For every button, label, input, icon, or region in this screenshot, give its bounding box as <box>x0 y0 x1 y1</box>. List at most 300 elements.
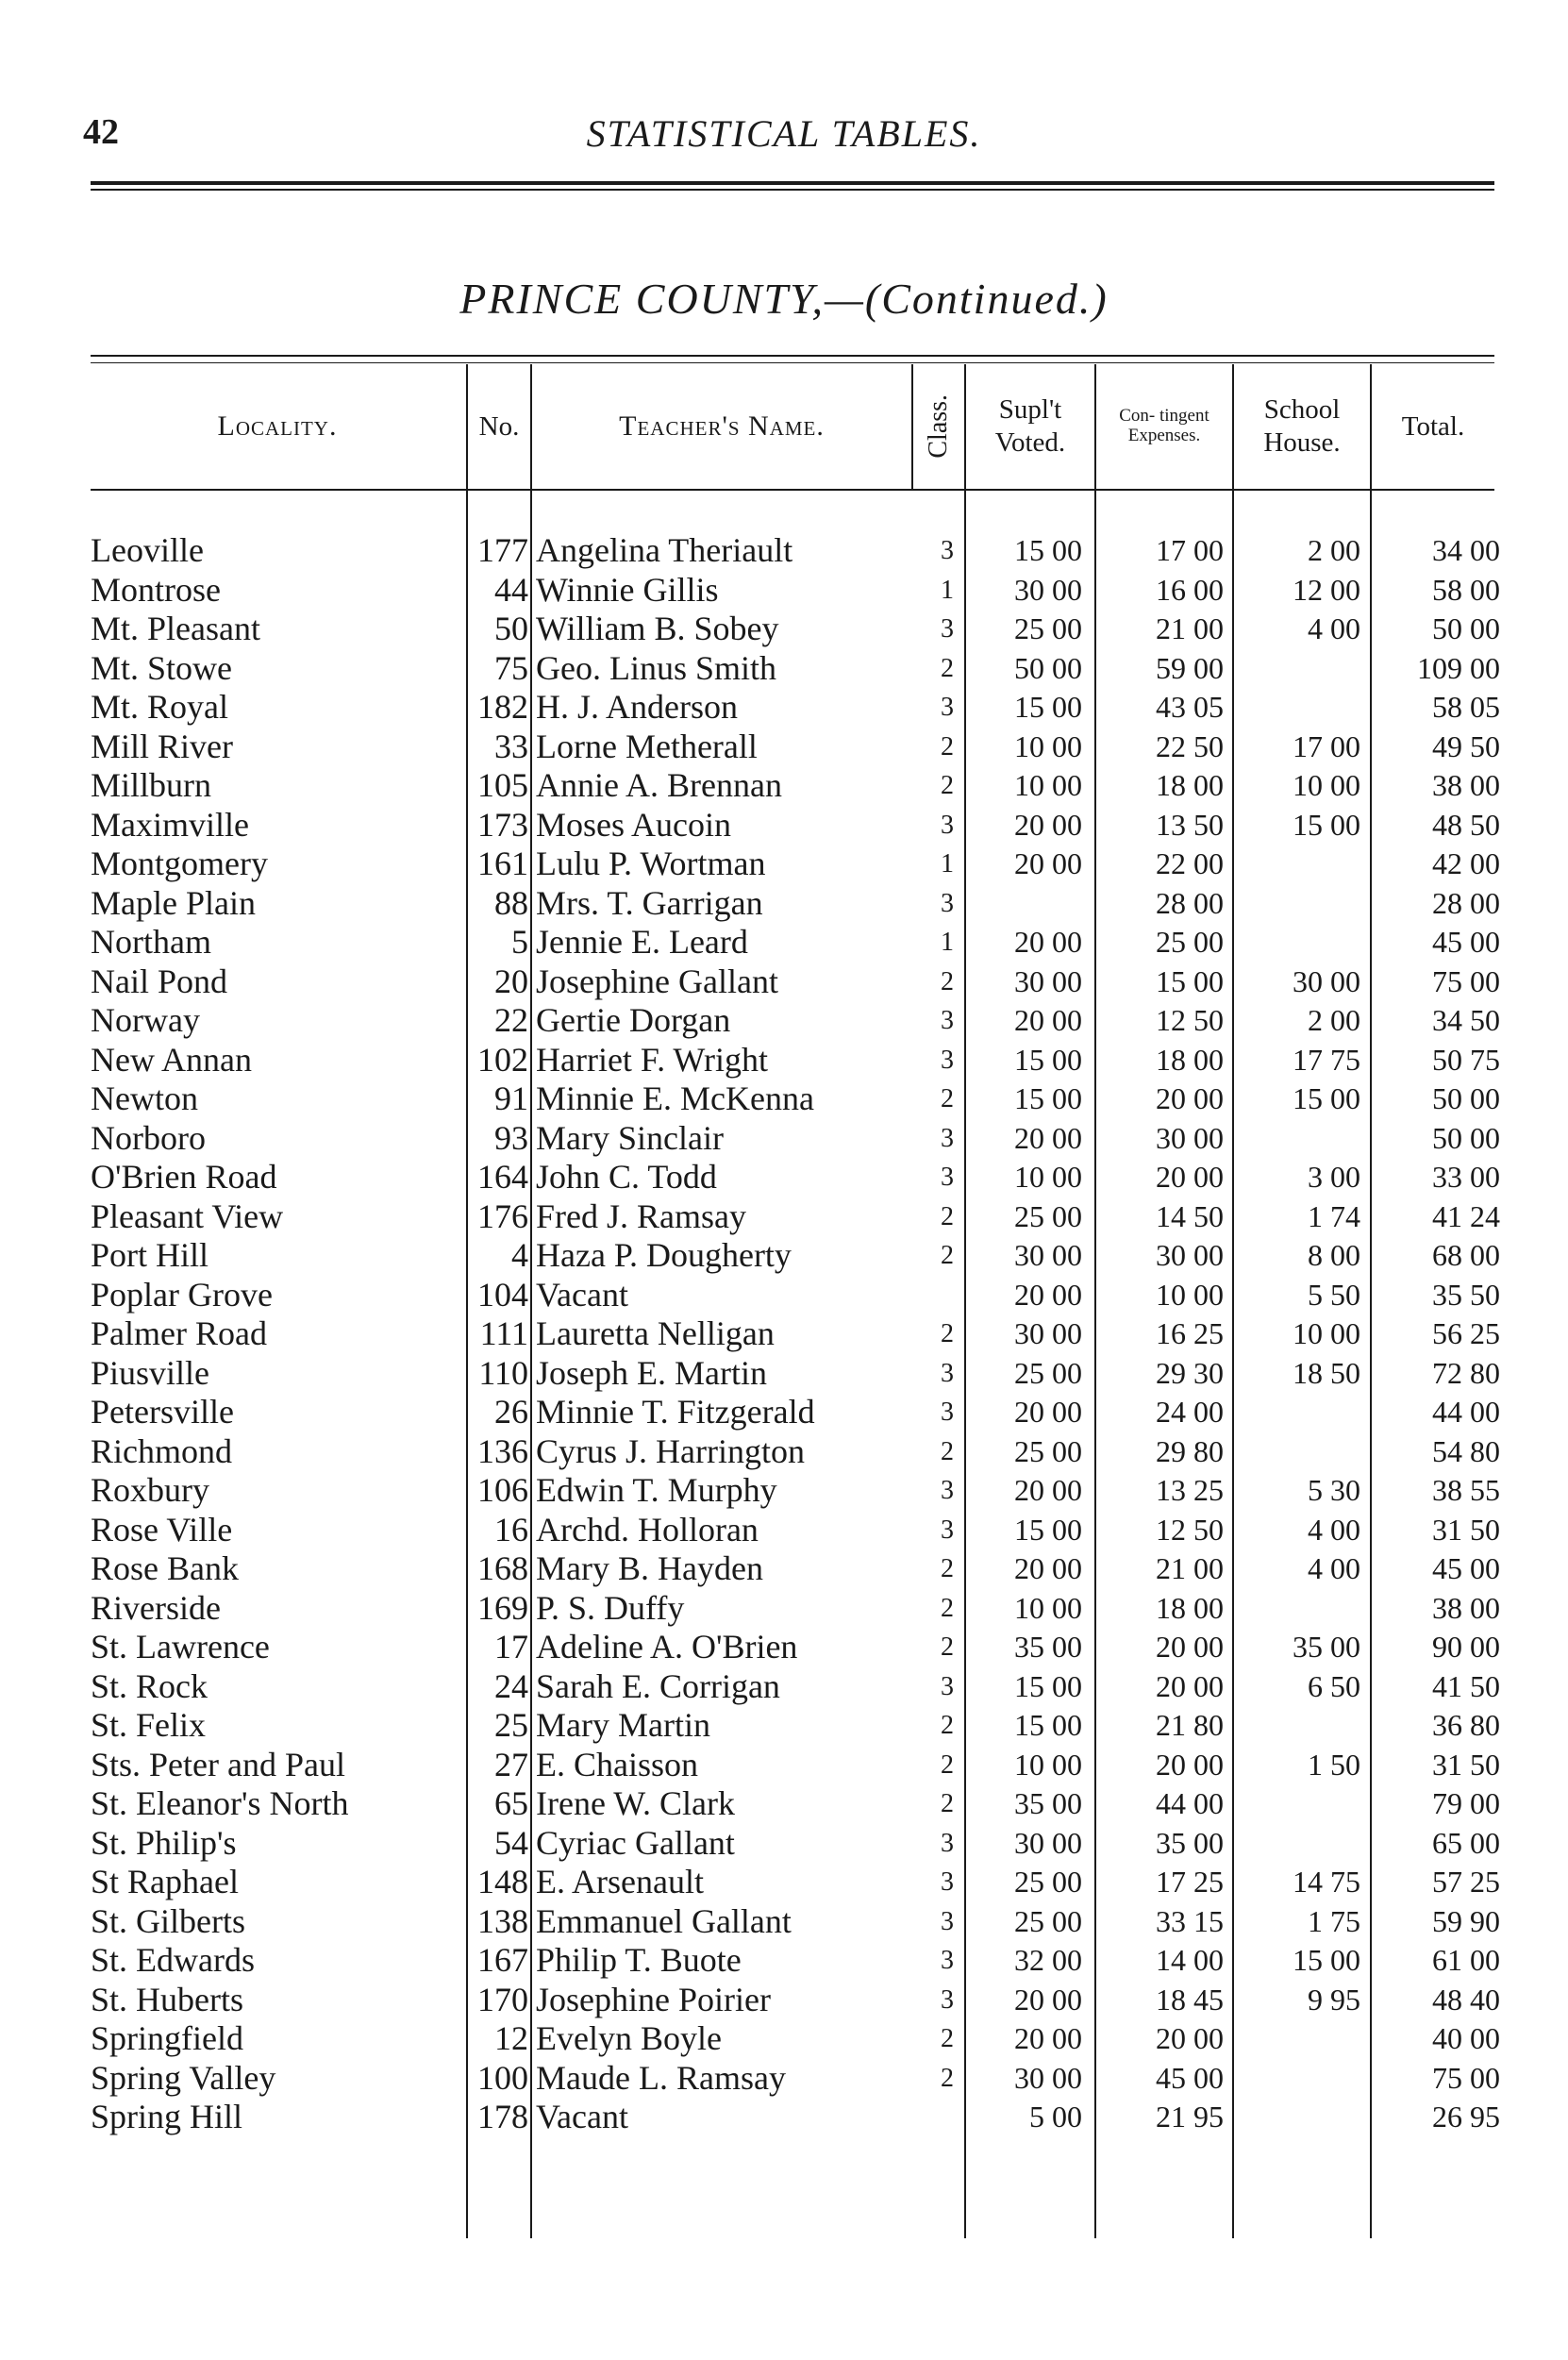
contingent-expenses-cell: 24 00 <box>1156 1395 1224 1429</box>
school-no-cell: 44 <box>494 570 528 609</box>
contingent-expenses-cell: 20 00 <box>1156 2021 1224 2055</box>
suplt-voted-cell: 10 00 <box>1014 1160 1082 1194</box>
locality-cell: Millburn <box>91 766 212 804</box>
header-suplt: Supl't Voted. <box>994 394 1066 458</box>
suplt-voted-cell: 35 00 <box>1014 1630 1082 1664</box>
contingent-expenses-cell: 20 00 <box>1156 1630 1224 1664</box>
total-cell: 109 00 <box>1417 650 1500 685</box>
locality-cell: St. Lawrence <box>91 1628 270 1665</box>
contingent-expenses-cell: 29 30 <box>1156 1355 1224 1390</box>
suplt-voted-cell: 25 00 <box>1014 611 1082 645</box>
locality-cell: St. Gilberts <box>91 1901 246 1940</box>
contingent-expenses-cell: 10 00 <box>1156 1277 1224 1312</box>
contingent-expenses-cell: 22 50 <box>1156 728 1224 763</box>
total-cell: 49 50 <box>1432 728 1500 763</box>
suplt-voted-cell: 32 00 <box>1014 1943 1082 1977</box>
suplt-voted-cell: 15 00 <box>1014 1708 1082 1742</box>
school-no-cell: 24 <box>494 1666 528 1705</box>
table-row <box>0 1981 1568 2020</box>
school-no-cell: 100 <box>477 2058 528 2097</box>
teacher-name-cell: Minnie T. Fitzgerald <box>536 1393 815 1431</box>
school-house-cell: 1 75 <box>1308 1903 1360 1938</box>
teacher-name-cell: Jennie E. Leard <box>536 923 748 961</box>
total-cell: 42 00 <box>1432 846 1500 880</box>
table-row <box>0 1041 1568 1080</box>
table-row <box>0 688 1568 728</box>
table-row <box>0 962 1568 1002</box>
class-cell: 3 <box>941 1045 954 1075</box>
header-class-cell <box>913 364 964 489</box>
total-cell: 34 50 <box>1432 1003 1500 1037</box>
school-no-cell: 161 <box>477 845 528 882</box>
total-cell: 61 00 <box>1432 1943 1500 1977</box>
locality-cell: Rose Bank <box>91 1549 239 1587</box>
total-cell: 33 00 <box>1432 1160 1500 1194</box>
locality-cell: Northam <box>91 923 211 961</box>
locality-cell: Petersville <box>91 1393 234 1431</box>
teacher-name-cell: Cyriac Gallant <box>536 1823 735 1862</box>
school-no-cell: 54 <box>494 1823 528 1862</box>
table-row <box>0 1432 1568 1472</box>
teacher-name-cell: Vacant <box>536 1275 628 1314</box>
teacher-name-cell: Fred J. Ramsay <box>536 1197 746 1235</box>
total-cell: 58 00 <box>1432 572 1500 607</box>
locality-cell: Mt. Pleasant <box>91 610 260 647</box>
teacher-name-cell: Philip T. Buote <box>536 1941 742 1979</box>
class-cell: 2 <box>941 2024 954 2053</box>
table-row <box>0 1824 1568 1864</box>
school-no-cell: 17 <box>494 1628 528 1665</box>
class-cell: 2 <box>941 1201 954 1231</box>
class-cell: 3 <box>941 693 954 722</box>
total-cell: 31 50 <box>1432 1512 1500 1547</box>
school-no-cell: 26 <box>494 1393 528 1431</box>
section-title: PRINCE COUNTY,—(Continued.) <box>459 275 1109 323</box>
locality-cell: Piusville <box>91 1353 210 1392</box>
class-cell: 2 <box>941 1789 954 1818</box>
class-cell: 2 <box>941 1084 954 1113</box>
total-cell: 50 00 <box>1432 1120 1500 1155</box>
school-house-cell: 4 00 <box>1308 611 1360 645</box>
school-house-cell: 5 30 <box>1308 1473 1360 1507</box>
table-row <box>0 1080 1568 1119</box>
school-house-cell: 6 50 <box>1308 1668 1360 1703</box>
table-row <box>0 1158 1568 1197</box>
suplt-voted-cell: 20 00 <box>1014 925 1082 959</box>
school-house-cell: 14 75 <box>1293 1865 1360 1899</box>
suplt-voted-cell: 20 00 <box>1014 2021 1082 2055</box>
total-cell: 40 00 <box>1432 2021 1500 2055</box>
teacher-name-cell: Haza P. Dougherty <box>536 1236 792 1274</box>
locality-cell: Port Hill <box>91 1236 209 1274</box>
total-cell: 50 75 <box>1432 1042 1500 1077</box>
suplt-voted-cell: 20 00 <box>1014 1982 1082 2017</box>
school-no-cell: 5 <box>511 923 528 961</box>
locality-cell: St. Rock <box>91 1666 209 1705</box>
locality-cell: St. Felix <box>91 1706 207 1744</box>
school-no-cell: 176 <box>477 1197 528 1235</box>
header-total: Total. <box>1401 410 1465 442</box>
header-locality: Locality. <box>217 410 338 442</box>
table-row <box>0 1784 1568 1824</box>
class-cell: 3 <box>941 1163 954 1192</box>
suplt-voted-cell: 10 00 <box>1014 1590 1082 1625</box>
table-row <box>0 1511 1568 1550</box>
teacher-name-cell: Mary Sinclair <box>536 1118 724 1157</box>
contingent-expenses-cell: 35 00 <box>1156 1825 1224 1860</box>
header-contingent: Con- tingent Expenses. <box>1119 406 1209 445</box>
school-house-cell: 17 75 <box>1293 1042 1360 1077</box>
locality-cell: Richmond <box>91 1431 232 1470</box>
class-cell: 2 <box>941 731 954 762</box>
school-house-cell: 10 00 <box>1293 1316 1360 1350</box>
school-no-cell: 75 <box>494 648 528 687</box>
table-header-bottom-rule <box>91 489 1494 491</box>
total-cell: 75 00 <box>1432 2060 1500 2095</box>
table-row <box>0 1549 1568 1589</box>
teacher-name-cell: Annie A. Brennan <box>536 766 782 804</box>
header-no: No. <box>478 410 520 442</box>
locality-cell: St Raphael <box>91 1863 239 1900</box>
contingent-expenses-cell: 59 00 <box>1156 650 1224 685</box>
table-row <box>0 766 1568 806</box>
class-cell: 3 <box>941 614 954 644</box>
suplt-voted-cell: 30 00 <box>1014 963 1082 998</box>
table-row <box>0 1276 1568 1315</box>
locality-cell: Spring Hill <box>91 2098 243 2135</box>
school-house-cell: 35 00 <box>1293 1630 1360 1664</box>
locality-cell: Mill River <box>91 727 233 765</box>
school-no-cell: 164 <box>477 1158 528 1196</box>
suplt-voted-cell: 20 00 <box>1014 1120 1082 1155</box>
class-cell: 2 <box>941 653 954 683</box>
locality-cell: Montgomery <box>91 845 268 882</box>
school-no-cell: 33 <box>494 727 528 765</box>
school-no-cell: 136 <box>477 1431 528 1470</box>
table-body <box>0 531 1568 2137</box>
teacher-name-cell: Cyrus J. Harrington <box>536 1431 805 1470</box>
locality-cell: Sts. Peter and Paul <box>91 1745 345 1783</box>
total-cell: 50 00 <box>1432 611 1500 645</box>
header-rule-thin <box>91 189 1494 191</box>
total-cell: 31 50 <box>1432 1747 1500 1782</box>
teacher-name-cell: Josephine Poirier <box>536 1980 771 2018</box>
contingent-expenses-cell: 21 80 <box>1156 1708 1224 1742</box>
school-no-cell: 22 <box>494 1001 528 1039</box>
class-cell: 3 <box>941 1906 954 1936</box>
class-cell: 2 <box>941 771 954 800</box>
contingent-expenses-cell: 21 00 <box>1156 611 1224 645</box>
contingent-expenses-cell: 20 00 <box>1156 1081 1224 1115</box>
school-house-cell: 4 00 <box>1308 1512 1360 1547</box>
school-no-cell: 93 <box>494 1118 528 1157</box>
class-cell: 3 <box>941 888 954 918</box>
table-row <box>0 1706 1568 1746</box>
total-cell: 38 00 <box>1432 768 1500 802</box>
teacher-name-cell: Angelina Theriault <box>536 531 793 569</box>
school-no-cell: 104 <box>477 1275 528 1314</box>
table-row <box>0 1746 1568 1785</box>
locality-cell: Maple Plain <box>91 883 256 922</box>
contingent-expenses-cell: 28 00 <box>1156 885 1224 920</box>
teacher-name-cell: Lauretta Nelligan <box>536 1314 775 1352</box>
class-cell: 3 <box>941 1476 954 1505</box>
total-cell: 44 00 <box>1432 1395 1500 1429</box>
school-house-cell: 15 00 <box>1293 1081 1360 1115</box>
teacher-name-cell: Emmanuel Gallant <box>536 1901 792 1940</box>
teacher-name-cell: H. J. Anderson <box>536 688 738 726</box>
class-cell: 3 <box>941 536 954 565</box>
school-no-cell: 148 <box>477 1863 528 1900</box>
school-no-cell: 106 <box>477 1471 528 1509</box>
school-house-cell: 30 00 <box>1293 963 1360 998</box>
contingent-expenses-cell: 14 50 <box>1156 1198 1224 1233</box>
class-cell: 3 <box>941 1828 954 1858</box>
contingent-expenses-cell: 20 00 <box>1156 1160 1224 1194</box>
locality-cell: St. Philip's <box>91 1823 237 1862</box>
teacher-name-cell: Lulu P. Wortman <box>536 845 766 882</box>
total-cell: 38 55 <box>1432 1473 1500 1507</box>
total-cell: 41 24 <box>1432 1198 1500 1233</box>
suplt-voted-cell: 15 00 <box>1014 533 1082 567</box>
suplt-voted-cell: 20 00 <box>1014 807 1082 842</box>
suplt-voted-cell: 25 00 <box>1014 1865 1082 1899</box>
school-house-cell: 12 00 <box>1293 572 1360 607</box>
locality-cell: O'Brien Road <box>91 1158 277 1196</box>
locality-cell: Norboro <box>91 1118 206 1157</box>
class-cell: 1 <box>941 575 954 605</box>
suplt-voted-cell: 5 00 <box>1029 2100 1082 2134</box>
class-cell: 3 <box>941 1946 954 1975</box>
class-cell: 3 <box>941 1671 954 1701</box>
school-no-cell: 12 <box>494 2019 528 2057</box>
class-cell: 3 <box>941 1515 954 1545</box>
teacher-name-cell: Minnie E. McKenna <box>536 1080 814 1117</box>
teacher-name-cell: Archd. Holloran <box>536 1510 759 1548</box>
suplt-voted-cell: 25 00 <box>1014 1433 1082 1468</box>
school-no-cell: 4 <box>511 1236 528 1274</box>
class-cell: 1 <box>941 928 954 957</box>
contingent-expenses-cell: 21 00 <box>1156 1551 1224 1585</box>
contingent-expenses-cell: 22 00 <box>1156 846 1224 880</box>
teacher-name-cell: P. S. Duffy <box>536 1588 685 1627</box>
table-row <box>0 1941 1568 1981</box>
class-cell: 3 <box>941 1123 954 1153</box>
teacher-name-cell: Josephine Gallant <box>536 962 778 1000</box>
contingent-expenses-cell: 13 25 <box>1156 1473 1224 1507</box>
page-number: 42 <box>83 112 119 152</box>
suplt-voted-cell: 30 00 <box>1014 1316 1082 1350</box>
suplt-voted-cell: 15 00 <box>1014 1512 1082 1547</box>
class-cell: 3 <box>941 1358 954 1388</box>
locality-cell: Newton <box>91 1080 198 1117</box>
suplt-voted-cell: 15 00 <box>1014 1081 1082 1115</box>
suplt-voted-cell: 25 00 <box>1014 1198 1082 1233</box>
school-house-cell: 18 50 <box>1293 1355 1360 1390</box>
contingent-expenses-cell: 16 25 <box>1156 1316 1224 1350</box>
class-cell: 2 <box>941 1241 954 1270</box>
locality-cell: St. Eleanor's North <box>91 1784 349 1822</box>
total-cell: 48 50 <box>1432 807 1500 842</box>
locality-cell: St. Huberts <box>91 1980 243 2018</box>
table-row <box>0 806 1568 845</box>
class-cell: 2 <box>941 1711 954 1740</box>
teacher-name-cell: Lorne Metherall <box>536 727 758 765</box>
contingent-expenses-cell: 45 00 <box>1156 2060 1224 2095</box>
suplt-voted-cell: 20 00 <box>1014 1003 1082 1037</box>
contingent-expenses-cell: 33 15 <box>1156 1903 1224 1938</box>
contingent-expenses-cell: 18 00 <box>1156 1590 1224 1625</box>
suplt-voted-cell: 15 00 <box>1014 690 1082 724</box>
running-head: STATISTICAL TABLES. <box>586 112 982 155</box>
locality-cell: Springfield <box>91 2019 243 2057</box>
locality-cell: Poplar Grove <box>91 1275 273 1314</box>
school-no-cell: 91 <box>494 1080 528 1117</box>
total-cell: 45 00 <box>1432 1551 1500 1585</box>
total-cell: 50 00 <box>1432 1081 1500 1115</box>
class-cell: 2 <box>941 1319 954 1348</box>
table-row <box>0 2019 1568 2059</box>
school-no-cell: 105 <box>477 766 528 804</box>
table-row <box>0 884 1568 924</box>
school-no-cell: 177 <box>477 531 528 569</box>
suplt-voted-cell: 20 00 <box>1014 1277 1082 1312</box>
class-cell: 2 <box>941 966 954 996</box>
teacher-name-cell: Mrs. T. Garrigan <box>536 883 763 922</box>
teacher-name-cell: John C. Todd <box>536 1158 717 1196</box>
school-house-cell: 1 50 <box>1308 1747 1360 1782</box>
contingent-expenses-cell: 14 00 <box>1156 1943 1224 1977</box>
teacher-name-cell: Winnie Gillis <box>536 570 719 609</box>
locality-cell: Mt. Stowe <box>91 648 233 687</box>
locality-cell: St. Edwards <box>91 1941 255 1979</box>
contingent-expenses-cell: 20 00 <box>1156 1668 1224 1703</box>
teacher-name-cell: Mary Martin <box>536 1706 710 1744</box>
contingent-expenses-cell: 30 00 <box>1156 1238 1224 1272</box>
table-row <box>0 1863 1568 1902</box>
school-house-cell: 8 00 <box>1308 1238 1360 1272</box>
class-cell: 2 <box>941 1632 954 1662</box>
table-top-rule <box>91 355 1494 357</box>
total-cell: 58 05 <box>1432 690 1500 724</box>
contingent-expenses-cell: 30 00 <box>1156 1120 1224 1155</box>
school-no-cell: 170 <box>477 1980 528 2018</box>
class-cell: 2 <box>941 1554 954 1583</box>
teacher-name-cell: Edwin T. Murphy <box>536 1471 777 1509</box>
table-row <box>0 1119 1568 1159</box>
total-cell: 35 50 <box>1432 1277 1500 1312</box>
suplt-voted-cell: 10 00 <box>1014 768 1082 802</box>
locality-cell: New Annan <box>91 1040 252 1079</box>
suplt-voted-cell: 30 00 <box>1014 572 1082 607</box>
total-cell: 34 00 <box>1432 533 1500 567</box>
school-house-cell: 1 74 <box>1308 1198 1360 1233</box>
suplt-voted-cell: 30 00 <box>1014 2060 1082 2095</box>
teacher-name-cell: Mary B. Hayden <box>536 1549 763 1587</box>
teacher-name-cell: Maude L. Ramsay <box>536 2058 786 2097</box>
teacher-name-cell: Adeline A. O'Brien <box>536 1628 798 1665</box>
table-row <box>0 1471 1568 1511</box>
school-no-cell: 168 <box>477 1549 528 1587</box>
teacher-name-cell: Gertie Dorgan <box>536 1001 731 1039</box>
locality-cell: Norway <box>91 1001 200 1039</box>
class-cell: 2 <box>941 1749 954 1780</box>
total-cell: 36 80 <box>1432 1708 1500 1742</box>
table-row <box>0 1236 1568 1276</box>
teacher-name-cell: Joseph E. Martin <box>536 1353 767 1392</box>
school-house-cell: 5 50 <box>1308 1277 1360 1312</box>
class-cell: 1 <box>941 849 954 879</box>
teacher-name-cell: Vacant <box>536 2098 628 2135</box>
locality-cell: Nail Pond <box>91 962 228 1000</box>
school-no-cell: 27 <box>494 1745 528 1783</box>
contingent-expenses-cell: 16 00 <box>1156 572 1224 607</box>
school-no-cell: 173 <box>477 805 528 844</box>
suplt-voted-cell: 20 00 <box>1014 1395 1082 1429</box>
table-row <box>0 1197 1568 1237</box>
contingent-expenses-cell: 18 00 <box>1156 768 1224 802</box>
table-row <box>0 649 1568 689</box>
total-cell: 54 80 <box>1432 1433 1500 1468</box>
table-row <box>0 1628 1568 1667</box>
contingent-expenses-cell: 21 95 <box>1156 2100 1224 2134</box>
header-teacher: Teacher's Name. <box>619 410 825 442</box>
school-no-cell: 25 <box>494 1706 528 1744</box>
total-cell: 45 00 <box>1432 925 1500 959</box>
contingent-expenses-cell: 20 00 <box>1156 1747 1224 1782</box>
suplt-voted-cell: 15 00 <box>1014 1042 1082 1077</box>
contingent-expenses-cell: 15 00 <box>1156 963 1224 998</box>
contingent-expenses-cell: 25 00 <box>1156 925 1224 959</box>
suplt-voted-cell: 30 00 <box>1014 1825 1082 1860</box>
suplt-voted-cell: 10 00 <box>1014 1747 1082 1782</box>
school-house-cell: 10 00 <box>1293 768 1360 802</box>
class-cell: 2 <box>941 1593 954 1623</box>
locality-cell: Montrose <box>91 570 221 609</box>
suplt-voted-cell: 25 00 <box>1014 1355 1082 1390</box>
teacher-name-cell: Geo. Linus Smith <box>536 648 777 687</box>
locality-cell: Pleasant View <box>91 1197 284 1235</box>
locality-cell: Roxbury <box>91 1471 209 1509</box>
table-row <box>0 1001 1568 1041</box>
locality-cell: Rose Ville <box>91 1510 233 1548</box>
table-row <box>0 923 1568 962</box>
teacher-name-cell: E. Arsenault <box>536 1863 704 1900</box>
school-house-cell: 4 00 <box>1308 1551 1360 1585</box>
school-house-cell: 9 95 <box>1308 1982 1360 2017</box>
table-row <box>0 531 1568 571</box>
table-row <box>0 2098 1568 2137</box>
locality-cell: Leoville <box>91 531 204 569</box>
table-row <box>0 571 1568 611</box>
teacher-name-cell: Sarah E. Corrigan <box>536 1666 780 1705</box>
table-row <box>0 2059 1568 2099</box>
suplt-voted-cell: 35 00 <box>1014 1786 1082 1820</box>
total-cell: 38 00 <box>1432 1590 1500 1625</box>
class-cell: 2 <box>941 1436 954 1466</box>
locality-cell: Riverside <box>91 1588 221 1627</box>
table-row <box>0 1902 1568 1942</box>
class-cell: 2 <box>941 2063 954 2093</box>
suplt-voted-cell: 15 00 <box>1014 1668 1082 1703</box>
school-house-cell: 17 00 <box>1293 728 1360 763</box>
school-house-cell: 15 00 <box>1293 807 1360 842</box>
header-school-house: School House. <box>1263 394 1341 458</box>
locality-cell: Maximville <box>91 805 249 844</box>
school-no-cell: 50 <box>494 610 528 647</box>
table-row <box>0 1667 1568 1707</box>
total-cell: 48 40 <box>1432 1982 1500 2017</box>
